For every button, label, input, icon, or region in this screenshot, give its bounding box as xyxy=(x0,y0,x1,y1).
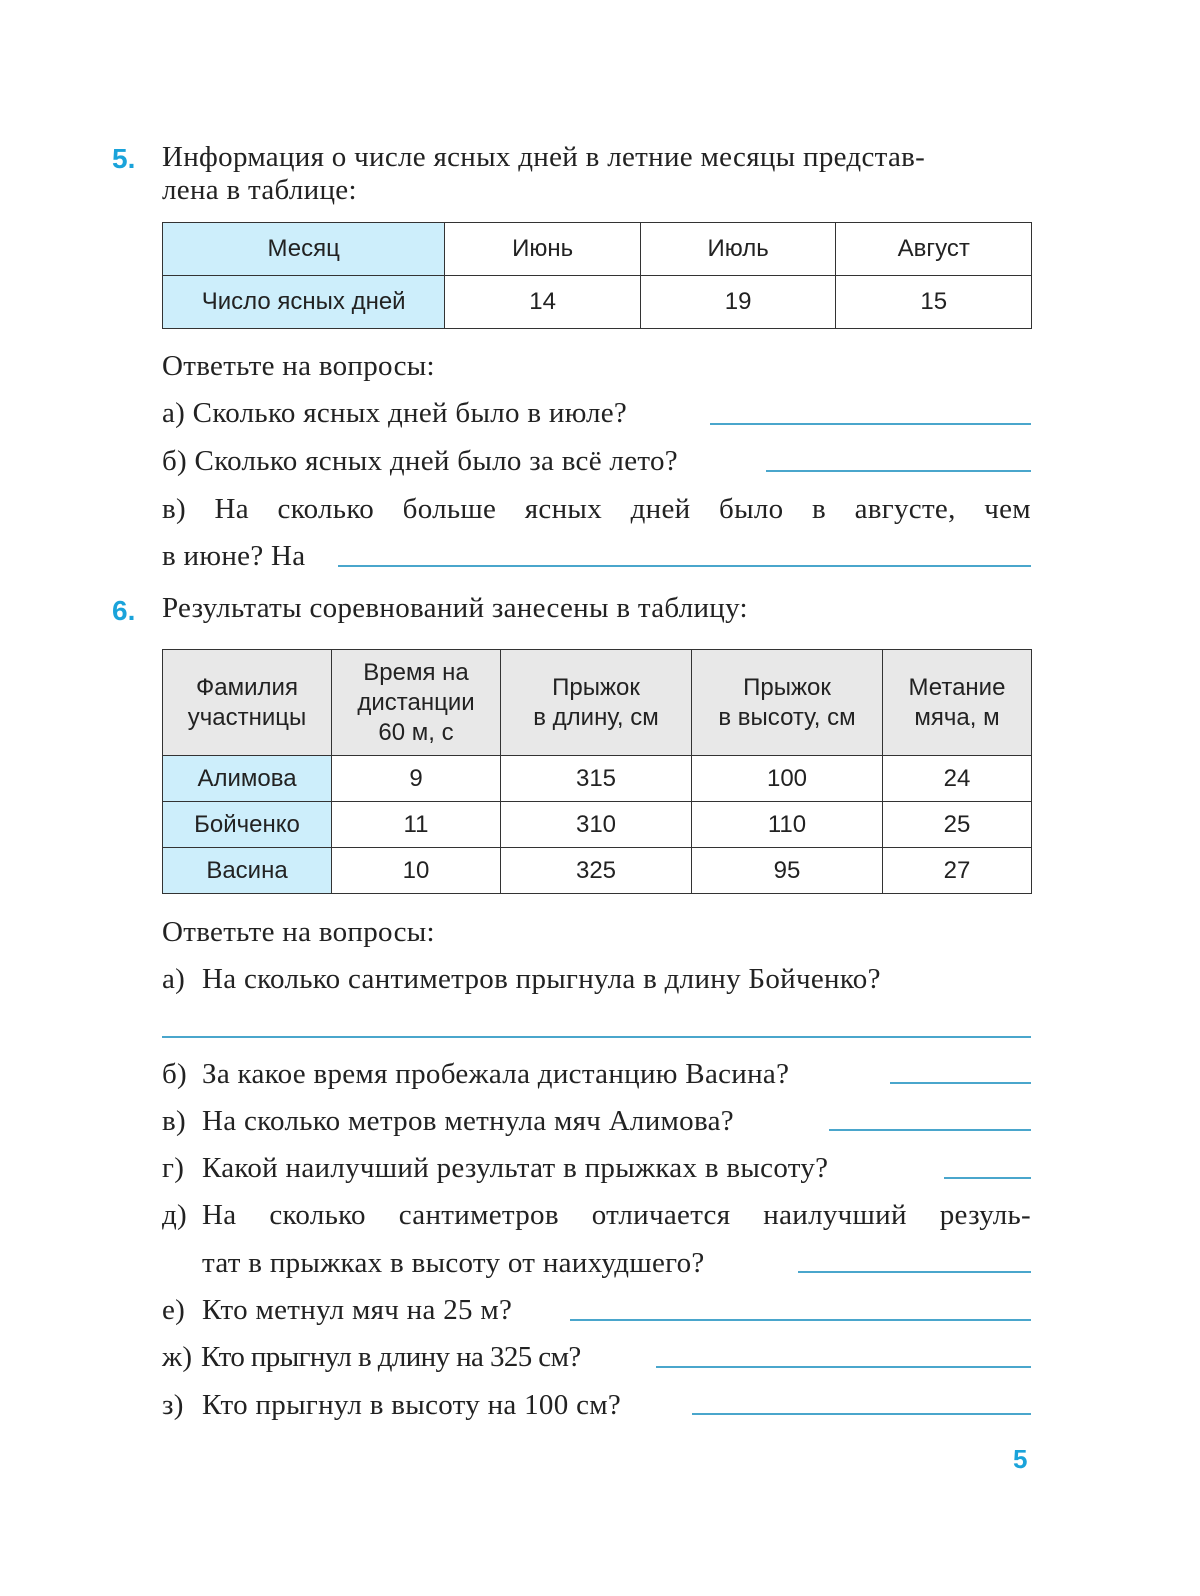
question-5v-line2: в июне? На xyxy=(162,540,306,572)
table-cell: 100 xyxy=(692,756,883,802)
header-text: Метание xyxy=(908,673,1006,701)
competition-results-table xyxy=(162,649,1032,894)
answer-line-6b[interactable] xyxy=(890,1082,1031,1084)
question-6a-label: а) xyxy=(162,963,186,995)
question-6a-text: На сколько сантиметров прыгнула в длину Бойченко? xyxy=(202,963,881,995)
word: было xyxy=(719,493,784,525)
task-5-prompt: Ответьте на вопросы: xyxy=(162,350,435,382)
table-cell: 14 xyxy=(445,276,641,329)
table-cell: 11 xyxy=(332,802,501,848)
header-text: в длину, см xyxy=(533,703,659,731)
table-row xyxy=(163,756,1032,802)
table-header-row xyxy=(163,650,1032,756)
table-cell: Август xyxy=(836,223,1032,276)
table-cell: 110 xyxy=(692,802,883,848)
answer-line-6g[interactable] xyxy=(944,1177,1031,1179)
table-cell: 27 xyxy=(883,848,1032,894)
question-6v-label: в) xyxy=(162,1105,186,1137)
question-5v-line1 xyxy=(162,493,1031,526)
question-6d-text2: тат в прыжках в высоту от наихудшего? xyxy=(202,1247,705,1279)
word: ясных xyxy=(524,493,603,525)
answer-line-5a[interactable] xyxy=(710,423,1031,425)
table-cell: Бойченко xyxy=(163,802,332,848)
word: На xyxy=(214,493,249,525)
word: дней xyxy=(630,493,691,525)
question-6zh-text: Кто прыгнул в длину на 325 см? xyxy=(201,1341,581,1373)
question-6d-label: д) xyxy=(162,1199,188,1231)
word: в xyxy=(812,493,827,525)
question-6z-label: з) xyxy=(162,1389,184,1421)
question-6e-text: Кто метнул мяч на 25 м? xyxy=(202,1294,513,1326)
task-5-text-line2: лена в таблице: xyxy=(162,174,357,206)
table-cell: Васина xyxy=(163,848,332,894)
word: в) xyxy=(162,493,186,525)
table-cell: 24 xyxy=(883,756,1032,802)
header-text: 60 м, с xyxy=(378,718,454,746)
header-cell-time xyxy=(332,650,501,756)
question-5b: б) Сколько ясных дней было за всё лето? xyxy=(162,445,678,477)
word: сколько xyxy=(277,493,375,525)
answer-line-6z[interactable] xyxy=(692,1413,1031,1415)
header-cell-surname xyxy=(163,650,332,756)
header-cell-high-jump xyxy=(692,650,883,756)
question-6z-text: Кто прыгнул в высоту на 100 см? xyxy=(202,1389,622,1421)
task-6-number: 6. xyxy=(112,595,136,626)
question-6g-text: Какой наилучший результат в прыжках в высоту? xyxy=(202,1152,829,1184)
header-cell-long-jump xyxy=(501,650,692,756)
table-row xyxy=(163,848,1032,894)
question-6zh-label: ж) xyxy=(162,1341,193,1373)
table-cell: 15 xyxy=(836,276,1032,329)
table-cell: 10 xyxy=(332,848,501,894)
table-row xyxy=(163,276,1032,329)
answer-line-6e[interactable] xyxy=(570,1319,1031,1321)
question-6e-label: е) xyxy=(162,1294,186,1326)
table-row xyxy=(163,802,1032,848)
table-cell: 315 xyxy=(501,756,692,802)
word: больше xyxy=(402,493,497,525)
page-number: 5 xyxy=(1013,1444,1028,1474)
task-6-text: Результаты соревнований занесены в таблицу: xyxy=(162,592,748,624)
header-text: в высоту, см xyxy=(718,703,856,731)
header-text: участницы xyxy=(187,703,307,731)
table-cell: Июнь xyxy=(445,223,641,276)
table-cell: Число ясных дней xyxy=(163,276,445,329)
header-text: дистанции xyxy=(357,688,475,716)
question-6b-text: За какое время пробежала дистанцию Васина? xyxy=(202,1058,790,1090)
answer-line-6zh[interactable] xyxy=(656,1366,1031,1368)
header-cell-ball-throw xyxy=(883,650,1032,756)
table-cell: 25 xyxy=(883,802,1032,848)
word: чем xyxy=(984,493,1031,525)
table-cell: Месяц xyxy=(163,223,445,276)
question-5a: а) Сколько ясных дней было в июле? xyxy=(162,397,628,429)
task-5-number: 5. xyxy=(112,143,136,174)
table-cell: 325 xyxy=(501,848,692,894)
header-text: Прыжок xyxy=(552,673,640,701)
table-cell: 19 xyxy=(640,276,836,329)
clear-days-table xyxy=(162,222,1032,329)
header-text: Время на xyxy=(363,658,469,686)
task-5-text-line1: Информация о числе ясных дней в летние месяцы представ- xyxy=(162,141,926,173)
answer-line-6v[interactable] xyxy=(829,1129,1031,1131)
table-header-row xyxy=(163,223,1032,276)
question-6g-label: г) xyxy=(162,1152,185,1184)
answer-line-6a[interactable] xyxy=(162,1036,1031,1038)
answer-line-6d[interactable] xyxy=(798,1271,1031,1273)
header-text: Фамилия xyxy=(196,673,298,701)
task-6-prompt: Ответьте на вопросы: xyxy=(162,916,435,948)
table-cell: Июль xyxy=(640,223,836,276)
answer-line-5v[interactable] xyxy=(338,565,1031,567)
question-6b-label: б) xyxy=(162,1058,188,1090)
table-cell: 95 xyxy=(692,848,883,894)
answer-line-5b[interactable] xyxy=(766,470,1031,472)
header-text: мяча, м xyxy=(914,703,1000,731)
table-cell: 9 xyxy=(332,756,501,802)
question-6d-text: На сколько сантиметров отличается наилучший резуль- xyxy=(202,1199,1031,1231)
table-cell: 310 xyxy=(501,802,692,848)
header-text: Прыжок xyxy=(743,673,831,701)
word: августе, xyxy=(854,493,956,525)
table-cell: Алимова xyxy=(163,756,332,802)
question-6v-text: На сколько метров метнула мяч Алимова? xyxy=(202,1105,734,1137)
